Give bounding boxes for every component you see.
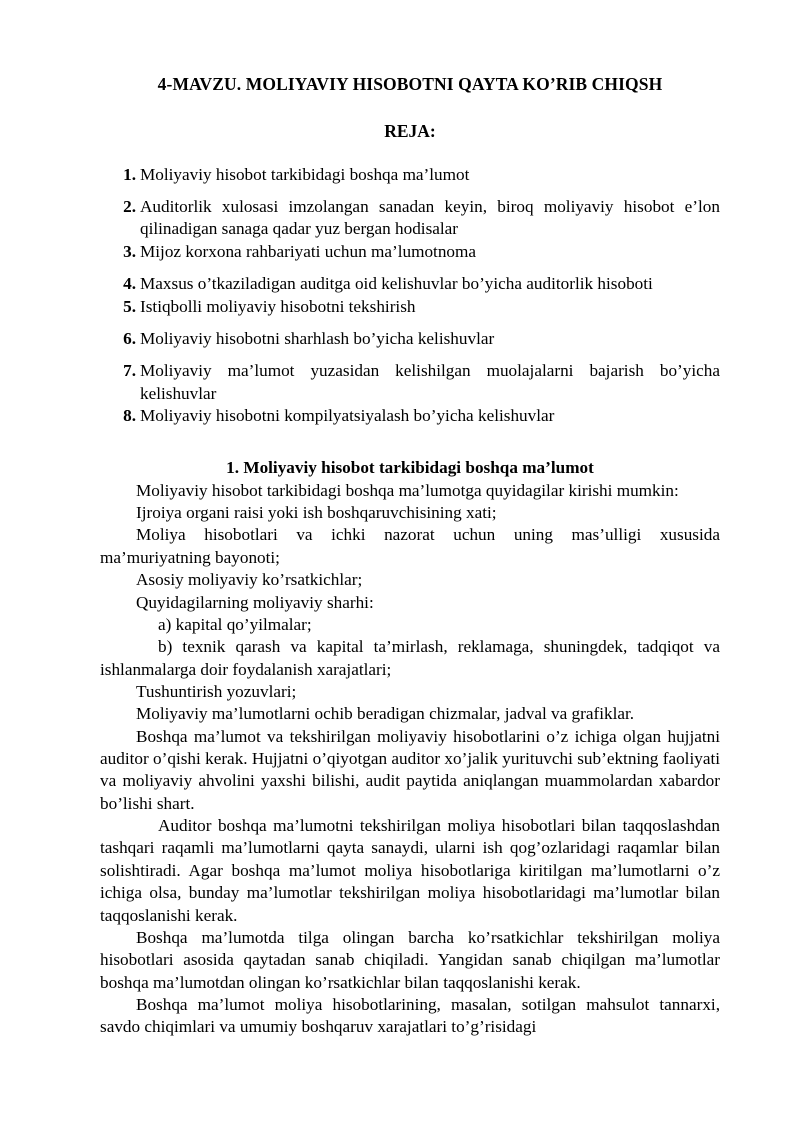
list-item: Moliyaviy ma’lumot yuzasidan kelishilgan muolajalarni bajarish bo’yicha kelishuvlar [140,361,720,403]
document-content [100,0,720,1039]
list-item: Moliyaviy hisobotni kompilyatsiyalash bo’yicha kelishuvlar [140,405,555,425]
paragraph: Asosiy moliyaviy ko’rsatkichlar; [136,570,363,590]
paragraph: Boshqa ma’lumot va tekshirilgan moliyaviy hisobotlarini o’z ichiga olgan hujjatni auditor o’qishi kerak. Hujjatni o’qiyotgan auditor xo’jalik yurituvchi sub’ektning faoliyati va moliyaviy ahvolini yaxshi bilishi, audit paytida aniqlangan muammolardan xabardor bo’lishi shart. [100,726,720,813]
paragraph: a) kapital qo’yilmalar; [158,614,312,634]
list-item: Mijoz korxona rahbariyati uchun ma’lumotnoma [140,241,477,261]
paragraph: Moliyaviy ma’lumotlarni ochib beradigan chizmalar, jadval va grafiklar. [136,704,635,724]
paragraph: Auditor boshqa ma’lumotni tekshirilgan moliya hisobotlari bilan taqqoslashdan tashqari raqamli ma’lumotlarni qayta sanaydi, ularni ish qog’ozlaridagi raqamlar bilan solishtiradi. Agar boshqa ma’lumot moliya hisobotlariga kiritilgan ma’lumotlarni o’z ichiga olsa, bunday ma’lumotlar tekshirilgan moliya hisobotlaridagi ma’lumotlar bilan taqqoslanishi kerak. [100,816,720,925]
list-item: Maxsus o’tkaziladigan auditga oid kelishuvlar bo’yicha auditorlik hisoboti [140,274,653,294]
paragraph: Tushuntirish yozuvlari; [136,681,297,701]
paragraph: Boshqa ma’lumotda tilga olingan barcha ko’rsatkichlar tekshirilgan moliya hisobotlari asosida qaytadan sanab chiqiladi. Yangidan sanab chiqilgan ma’lumotlar boshqa ma’lumotdan olingan ko’rsatkichlar bilan taqqoslanishi kerak. [100,927,720,992]
paragraph: b) texnik qarash va kapital ta’mirlash, reklamaga, shuningdek, tadqiqot va ishlanmalarga doir foydalanish xarajatlari; [100,637,720,679]
paragraph: Moliyaviy hisobot tarkibidagi boshqa ma’lumotga quyidagilar kirishi mumkin: [136,480,679,500]
plan-list [100,143,720,428]
section-heading-1: 1. Moliyaviy hisobot tarkibidagi boshqa ma’lumot [226,458,594,478]
page-title: 4-MAVZU. MOLIYAVIY HISOBOTNI QAYTA KO’RIB CHIQSH [157,74,663,94]
list-item: Moliyaviy hisobot tarkibidagi boshqa ma’lumot [140,164,470,184]
list-item: Moliyaviy hisobotni sharhlash bo’yicha kelishuvlar [140,328,495,348]
plan-heading: REJA: [384,120,436,141]
paragraph: Moliya hisobotlari va ichki nazorat uchun uning mas’ulligi xususida ma’muriyatning bayonoti; [100,525,720,567]
paragraph: Quyidagilarning moliyaviy sharhi: [136,592,374,612]
list-item: Istiqbolli moliyaviy hisobotni tekshirish [140,296,416,316]
paragraph: Boshqa ma’lumot moliya hisobotlarining, masalan, sotilgan mahsulot tannarxi, savdo chiqimlari va umumiy boshqaruv xarajatlari to’g’risidagi [100,994,720,1037]
list-item: Auditorlik xulosasi imzolangan sanadan keyin, biroq moliyaviy hisobot e’lon qilinadigan sanaga qadar yuz bergan hodisalar [140,197,720,239]
paragraph: Ijroiya organi raisi yoki ish boshqaruvchisining xati; [136,503,497,523]
